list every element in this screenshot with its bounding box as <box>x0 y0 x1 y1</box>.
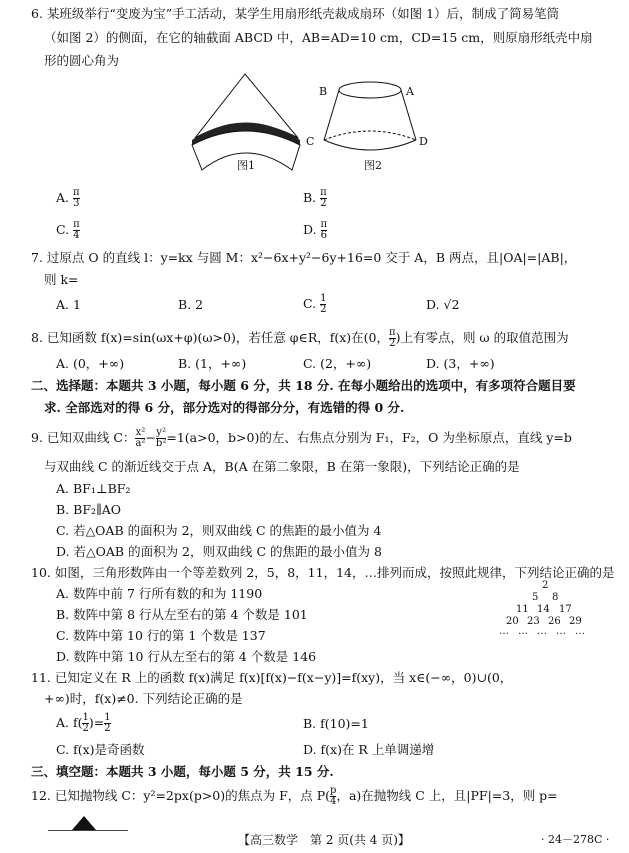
q8-option-b: B. (1，+∞) <box>178 356 247 371</box>
frac-den: 4 <box>330 796 337 807</box>
tri-cell: 8 <box>552 592 559 603</box>
q6-option-d-label: D. <box>303 222 317 237</box>
q11-option-d: D. f(x)在 R 上单调递增 <box>303 742 435 757</box>
q7-option-c-frac <box>320 294 326 315</box>
q6-option-c-frac <box>73 220 80 241</box>
q9-text-b: =1(a>0，b>0)的左、右焦点分别为 F₁，F₂，O 为坐标原点，直线 y=b <box>166 430 572 445</box>
tri-cell: 23 <box>527 616 540 627</box>
q9-text-a: 9. 已知双曲线 C： <box>31 430 136 445</box>
q11-option-a <box>56 713 111 734</box>
q10-option-c: C. 数阵中第 10 行的第 1 个数是 137 <box>56 628 266 643</box>
q8-option-c: C. (2，+∞) <box>303 356 372 371</box>
q11-line-2: +∞)时，f(x)≠0. 下列结论正确的是 <box>44 691 243 706</box>
q8-option-a: A. (0，+∞) <box>56 356 125 371</box>
q9-option-b: B. BF₂∥AO <box>56 502 122 517</box>
triangle-mark-icon <box>72 816 96 830</box>
frac-num: y² <box>156 427 166 438</box>
q12-line-1 <box>31 786 558 807</box>
q6-option-b-label: B. <box>303 190 317 205</box>
frac-num: π <box>320 187 327 198</box>
q6-option-b <box>303 188 327 209</box>
q7-option-a: A. 1 <box>56 297 81 312</box>
q9-minus: − <box>145 430 156 445</box>
q6-option-d <box>303 220 327 241</box>
fig2-label-a: A <box>406 85 414 98</box>
footer-code: · 24－278C · <box>541 833 610 846</box>
frac-den: 6 <box>320 230 328 241</box>
q9-option-a: A. BF₁⊥BF₂ <box>56 481 131 496</box>
q6-option-d-frac <box>321 220 328 241</box>
q11-a-frac-2 <box>104 713 110 734</box>
frac-den: 2 <box>389 338 396 349</box>
q9-frac-y <box>156 428 166 449</box>
q9-option-d: D. 若△OAB 的面积为 2，则双曲线 C 的焦距的最小值为 8 <box>56 544 382 559</box>
frac-num: 1 <box>82 712 89 723</box>
q6-line-2: （如图 2）的侧面，在它的轴截面 ABCD 中，AB=AD=10 cm，CD=15 cm，则原扇形纸壳中扇 <box>44 30 593 45</box>
q7-line-1: 7. 过原点 O 的直线 l：y=kx 与圆 M：x²−6x+y²−6y+16=0 交于 A，B 两点，且|OA|=|AB|， <box>31 250 577 265</box>
q6-line-3: 形的圆心角为 <box>44 53 120 68</box>
q7-option-c <box>303 294 326 315</box>
q6-option-a-frac <box>73 188 80 209</box>
q11-a-pre: A. f( <box>56 715 83 730</box>
q7-option-d: D. √2 <box>426 297 460 312</box>
tri-cell: … <box>499 626 509 637</box>
frac-den: a² <box>135 438 146 449</box>
frac-num: π <box>73 187 80 198</box>
q6-option-a-label: A. <box>56 190 70 205</box>
fig2-label-c: C <box>306 135 315 148</box>
frac-num: π <box>320 219 328 230</box>
frac-den: 2 <box>320 304 327 315</box>
q6-option-c <box>56 220 80 241</box>
tri-cell: … <box>575 626 585 637</box>
frac-den: 2 <box>320 198 327 209</box>
q12-text-b: ，a)在抛物线 C 上，且|PF|=3，则 p= <box>336 788 558 803</box>
frac-num: π <box>388 327 396 338</box>
frac-num: π <box>73 219 80 230</box>
q10-option-b: B. 数阵中第 8 行从左至右的第 4 个数是 101 <box>56 607 308 622</box>
fig2-label-d: D <box>419 135 428 148</box>
frac-den: 2 <box>82 723 89 734</box>
q6-option-c-label: C. <box>56 222 70 237</box>
figure-1-caption: 图1 <box>237 159 255 172</box>
q9-line-2: 与双曲线 C 的渐近线交于点 A，B(A 在第二象限，B 在第一象限)，下列结论正确的是 <box>44 459 520 474</box>
frac-den: 4 <box>73 230 80 241</box>
q7-option-b: B. 2 <box>178 297 204 312</box>
q8-line-1 <box>31 328 569 349</box>
q11-option-b: B. f(10)=1 <box>303 716 369 731</box>
q10-option-d: D. 数阵中第 10 行从左至右的第 4 个数是 146 <box>56 649 317 664</box>
q11-a-mid: )= <box>88 715 105 730</box>
frac-num: 1 <box>320 293 327 304</box>
tri-cell: 11 <box>516 604 529 615</box>
tri-cell: 20 <box>506 616 519 627</box>
tri-cell: 2 <box>542 580 549 591</box>
q8-text-a: 8. 已知函数 f(x)=sin(ωx+φ)(ω>0)，若任意 φ∈R，f(x)在(0， <box>31 330 389 345</box>
q11-option-c: C. f(x)是奇函数 <box>56 742 145 757</box>
q8-frac <box>389 328 396 349</box>
tri-cell: 14 <box>537 604 550 615</box>
frac-num: p <box>330 785 337 796</box>
frac-den: b² <box>155 438 167 449</box>
q11-line-1: 11. 已知定义在 R 上的函数 f(x)满足 f(x)[f(x)−f(x−y)]=f(xy)，当 x∈(−∞，0)∪(0， <box>31 670 513 685</box>
tri-cell: … <box>518 626 528 637</box>
q6-option-a <box>56 188 80 209</box>
frac-num: 1 <box>104 712 111 723</box>
tri-cell: … <box>556 626 566 637</box>
footer-rule <box>48 830 128 831</box>
q8-text-b: )上有零点，则 ω 的取值范围为 <box>395 330 569 345</box>
q9-line-1 <box>31 428 572 449</box>
q6-option-b-frac <box>320 188 327 209</box>
footer-page-info: 【高三数学 第 2 页(共 4 页)】 <box>238 833 410 847</box>
figure-2-truncated-cone <box>320 78 420 160</box>
q9-frac-x <box>135 428 145 449</box>
q10-option-a: A. 数阵中前 7 行所有数的和为 1190 <box>56 586 263 601</box>
q12-text-a: 12. 已知抛物线 C：y²=2px(p>0)的焦点为 F，点 P( <box>31 788 331 803</box>
tri-cell: 26 <box>548 616 561 627</box>
section-2-line-1: 二、选择题：本题共 3 小题，每小题 6 分，共 18 分. 在每小题给出的选项中，有多项符合题目要 <box>31 378 576 393</box>
section-3-heading: 三、填空题：本题共 3 小题，每小题 5 分，共 15 分. <box>31 764 334 779</box>
q7-option-c-label: C. <box>303 296 317 311</box>
fig2-label-b: B <box>319 85 328 98</box>
tri-cell: 5 <box>532 592 539 603</box>
frac-den: 2 <box>104 723 111 734</box>
q6-line-1: 6. 某班级举行“变废为宝”手工活动，某学生用扇形纸壳裁成扇环（如图 1）后，制成了简易笔筒 <box>31 6 560 21</box>
q10-line-1: 10. 如图，三角形数阵由一个等差数列 2，5，8，11，14，…排列而成，按照此规律，下列结论正确的是 <box>31 565 615 580</box>
q9-option-c: C. 若△OAB 的面积为 2，则双曲线 C 的焦距的最小值为 4 <box>56 523 382 538</box>
section-2-line-2: 求. 全部选对的得 6 分，部分选对的得部分分，有选错的得 0 分. <box>44 400 405 415</box>
frac-den: 3 <box>73 198 80 209</box>
q8-option-d: D. (3，+∞) <box>426 356 495 371</box>
figure-2-caption: 图2 <box>364 159 382 172</box>
frac-num: x² <box>135 427 146 438</box>
tri-cell: 17 <box>559 604 572 615</box>
tri-cell: … <box>537 626 547 637</box>
q7-line-2: 则 k= <box>44 272 79 287</box>
tri-cell: 29 <box>569 616 582 627</box>
